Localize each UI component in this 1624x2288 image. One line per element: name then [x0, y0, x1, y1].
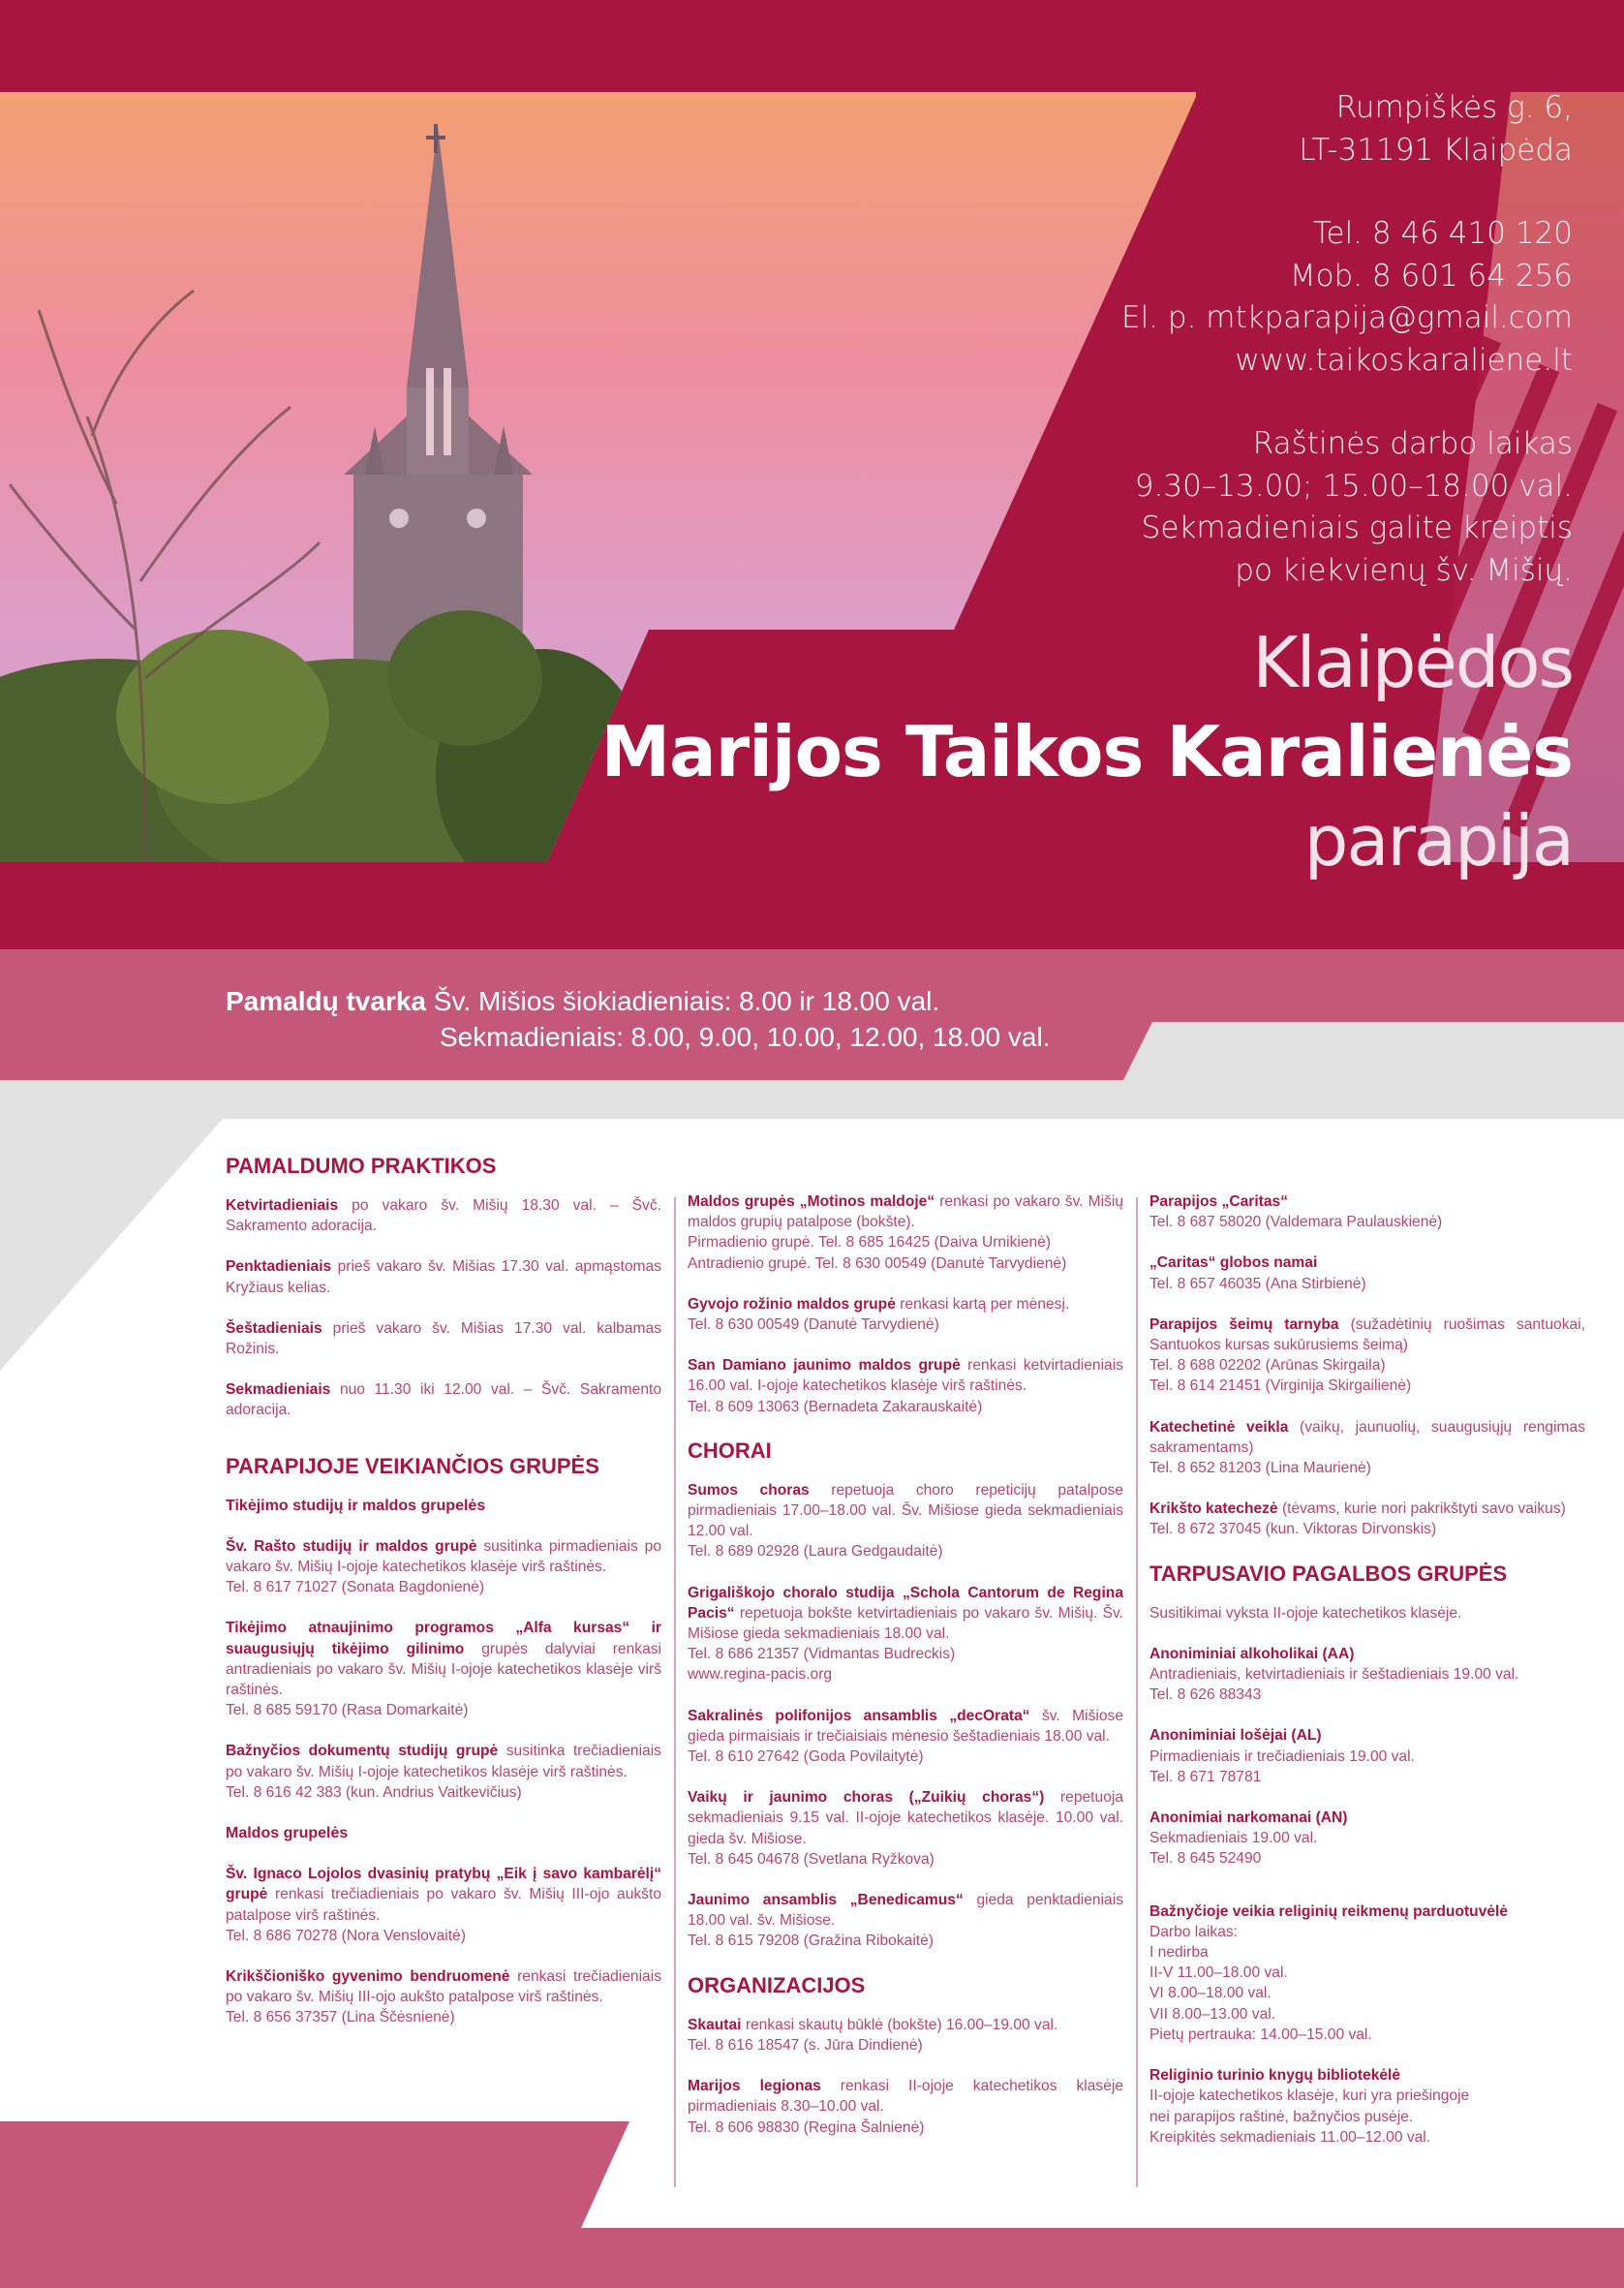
list-item: Maldos grupės „Motinos maldoje“ renkasi po vakaro šv. Mišių maldos grupių patalpose (bokšte). Pirmadienio grupė. Tel. 8 685 16425 (Daiva Urnikienė) Antradienio grupė. Tel. 8 630 00549 (Danutė Tarvydienė)	[688, 1193, 1123, 1272]
list-item: Anoniminiai alkoholikai (AA) Antradieniais, ketvirtadieniais ir šeštadieniais 19.00 val. Tel. 8 626 88343	[1149, 1645, 1519, 1704]
column-3	[1149, 1191, 1585, 2168]
mass-schedule	[226, 983, 1050, 1055]
schedule-weekdays: Šv. Mišios šiokiadieniais: 8.00 ir 18.00 val.	[433, 986, 940, 1016]
list-item: Anoniminiai lošėjai (AL) Pirmadieniais ir trečiadieniais 19.00 val. Tel. 8 671 78781	[1149, 1727, 1415, 1785]
list-item: Ketvirtadieniais po vakaro šv. Mišių 18.30 val. – Švč. Sakramento adoracija.	[226, 1197, 661, 1235]
list-item: Sumos choras repetuoja choro repeticijų patalpose pirmadieniais 17.00–18.00 val. Šv. Mišiose gieda sekmadieniais 12.00 val. Tel. 8 689 02928 (Laura Gedgaudaitė)	[688, 1481, 1123, 1561]
list-item: Grigališkojo choralo studija „Schola Cantorum de Regina Pacis“ repetuoja bokšte ketvirtadieniais po vakaro šv. Mišių. Šv. Mišiose gieda sekmadieniais 18.00 val. Tel. 8 686 21357 (Vidmantas Budreckis) www.regina-pacis.org	[688, 1584, 1123, 1684]
address-line-1: Rumpiškės g. 6,	[1335, 90, 1573, 125]
heading-choirs: CHORAI	[688, 1438, 772, 1463]
column-divider-1	[674, 1197, 676, 2187]
heading-organizations: ORGANIZACIJOS	[688, 1972, 866, 1997]
library-info: Religinio turinio knygų bibliotekėlė II-ojoje katechetikos klasėje, kuri yra priešingoje nei parapijos raštinė, bažnyčios pusėje. Kreipkitės sekmadieniais 11.00–12.00 val.	[1149, 2067, 1470, 2146]
list-item: „Caritas“ globos namai Tel. 8 657 46035 (Ana Stirbienė)	[1149, 1254, 1366, 1292]
heading-practices: PAMALDUMO PRAKTIKOS	[226, 1154, 497, 1178]
list-item: Marijos legionas renkasi II-ojoje katechetikos klasėje pirmadieniais 8.30–10.00 val. Tel. 8 606 98830 (Regina Šalnienė)	[688, 2078, 1123, 2136]
title-line-3: parapija	[1303, 800, 1573, 881]
list-item: Parapijos „Caritas“ Tel. 8 687 58020 (Valdemara Paulauskienė)	[1149, 1193, 1443, 1231]
page-title	[411, 620, 1573, 883]
list-item: Gyvojo rožinio maldos grupė renkasi kartą per mėnesį. Tel. 8 630 00549 (Danutė Tarvydienė)	[688, 1295, 1070, 1334]
email: El. p. mtkparapija@gmail.com	[1121, 300, 1573, 335]
office-sunday-line-2: po kiekvienų šv. Mišių.	[1235, 552, 1573, 588]
list-item: Šeštadieniais prieš vakaro šv. Mišias 17.30 val. kalbamas Rožinis.	[226, 1319, 661, 1358]
column-divider-2	[1136, 1197, 1138, 2187]
list-item: Sekmadieniais nuo 11.30 iki 12.00 val. – Švč. Sakramento adoracija.	[226, 1381, 661, 1419]
list-item: Šv. Ignaco Lojolos dvasinių pratybų „Eik į savo kambarėlį“ grupė renkasi trečiadieniais po vakaro šv. Mišių III-ojo aukšto patalpose virš raštinės. Tel. 8 686 70278 (Nora Venslovaitė)	[226, 1866, 661, 1944]
website: www.taikoskaraliene.lt	[1235, 342, 1573, 378]
office-hours: 9.30–13.00; 15.00–18.00 val.	[1134, 468, 1573, 504]
address-line-2: LT-31191 Klaipėda	[1299, 132, 1573, 168]
list-item: San Damiano jaunimo maldos grupė renkasi ketvirtadieniais 16.00 val. I-ojoje katechetikos klasėje virš raštinės. Tel. 8 609 13063 (Bernadeta Zakarauskaitė)	[688, 1357, 1123, 1415]
list-item: Krikšto katechezė (tėvams, kurie nori pakrikštyti savo vaikus) Tel. 8 672 37045 (kun. Viktoras Dirvonskis)	[1149, 1500, 1566, 1538]
list-item: Katechetinė veikla (vaikų, jaunuolių, suaugusiųjų rengimas sakramentams) Tel. 8 652 81203 (Lina Maurienė)	[1149, 1418, 1585, 1477]
list-item: Šv. Rašto studijų ir maldos grupė susitinka pirmadieniais po vakaro šv. Mišių I-ojoje katechetikos klasėje virš raštinės. Tel. 8 617 71027 (Sonata Bagdonienė)	[226, 1537, 661, 1596]
heading-help-groups: TARPUSAVIO PAGALBOS GRUPĖS	[1149, 1561, 1508, 1586]
list-item: Krikščioniško gyvenimo bendruomenė renkasi trečiadieniais po vakaro šv. Mišių III-ojo aukšto patalpose virš raštinės. Tel. 8 656 37357 (Lina Ščėsnienė)	[226, 1968, 661, 2026]
list-item: Parapijos šeimų tarnyba (sužadėtinių ruošimas santuokai, Santuokos kursas sukūrusiems šeimą) Tel. 8 688 02202 (Arūnas Skirgaila) Tel. 8 614 21451 (Virginija Skirgailienė)	[1149, 1315, 1585, 1395]
title-line-1: Klaipėdos	[1252, 622, 1573, 703]
column-2	[688, 1191, 1123, 2158]
list-item: Sakralinės polifonijos ansamblis „decOrata“ šv. Mišiose gieda pirmaisiais ir trečiaisiais mėnesio šeštadieniais 18.00 val. Tel. 8 610 27642 (Goda Povilaitytė)	[688, 1707, 1123, 1766]
list-item: Tikėjimo atnaujinimo programos „Alfa kursas“ ir suaugusiųjų tikėjimo gilinimo grupės dalyviai renkasi antradieniais po vakaro šv. Mišių I-ojoje katechetikos klasėje virš raštinės. Tel. 8 685 59170 (Rasa Domarkaitė)	[226, 1620, 662, 1719]
mobile: Mob. 8 601 64 256	[1289, 258, 1573, 294]
list-item: Bažnyčios dokumentų studijų grupė susitinka trečiadieniais po vakaro šv. Mišių I-ojoje katechetikos klasėje virš raštinės. Tel. 8 616 42 383 (kun. Andrius Vaitkevičius)	[226, 1743, 661, 1801]
list-item: Skautai renkasi skautų būklė (bokšte) 16.00–19.00 val. Tel. 8 616 18547 (s. Jūra Dindienė)	[688, 2016, 1058, 2054]
subheading-prayer: Maldos grupelės	[226, 1825, 349, 1842]
heading-groups: PARAPIJOJE VEIKIANČIOS GRUPĖS	[226, 1453, 599, 1478]
list-item: Anonimiai narkomanai (AN) Sekmadieniais 19.00 val. Tel. 8 645 52490	[1149, 1809, 1348, 1868]
list-item: Penktadieniais prieš vakaro šv. Mišias 17.30 val. apmąstomas Kryžiaus kelias.	[226, 1258, 661, 1296]
contact-block	[895, 87, 1573, 592]
schedule-sundays: Sekmadieniais: 8.00, 9.00, 10.00, 12.00, 18.00 val.	[440, 1022, 1051, 1052]
office-sunday-line-1: Sekmadieniais galite kreiptis	[1141, 510, 1573, 545]
column-1	[226, 1153, 661, 2049]
title-line-2: Marijos Taikos Karalienės	[600, 711, 1573, 792]
help-note: Susitikimai vyksta II-ojoje katechetikos klasėje.	[1149, 1604, 1462, 1622]
list-item: Vaikų ir jaunimo choras („Zuikių choras“) repetuoja sekmadieniais 9.15 val. II-ojoje katechetikos klasėje. 10.00 val. gieda šv. Mišiose. Tel. 8 645 04678 (Svetlana Ryžkova)	[688, 1789, 1123, 1868]
office-hours-title: Raštinės darbo laikas	[1252, 426, 1573, 461]
subheading-study: Tikėjimo studijų ir maldos grupelės	[226, 1497, 486, 1514]
schedule-label: Pamaldų tvarka	[226, 986, 426, 1016]
phone: Tel. 8 46 410 120	[1312, 216, 1573, 251]
list-item: Jaunimo ansamblis „Benedicamus“ gieda penktadieniais 18.00 val. šv. Mišiose. Tel. 8 615 79208 (Gražina Ribokaitė)	[688, 1892, 1123, 1950]
shop-info: Bažnyčioje veikia religinių reikmenų parduotuvėlė Darbo laikas: I nedirba II-V 11.00–18.00 val. VI 8.00–18.00 val. VII 8.00–13.00 val. Pietų pertrauka: 14.00–15.00 val.	[1149, 1902, 1509, 2043]
